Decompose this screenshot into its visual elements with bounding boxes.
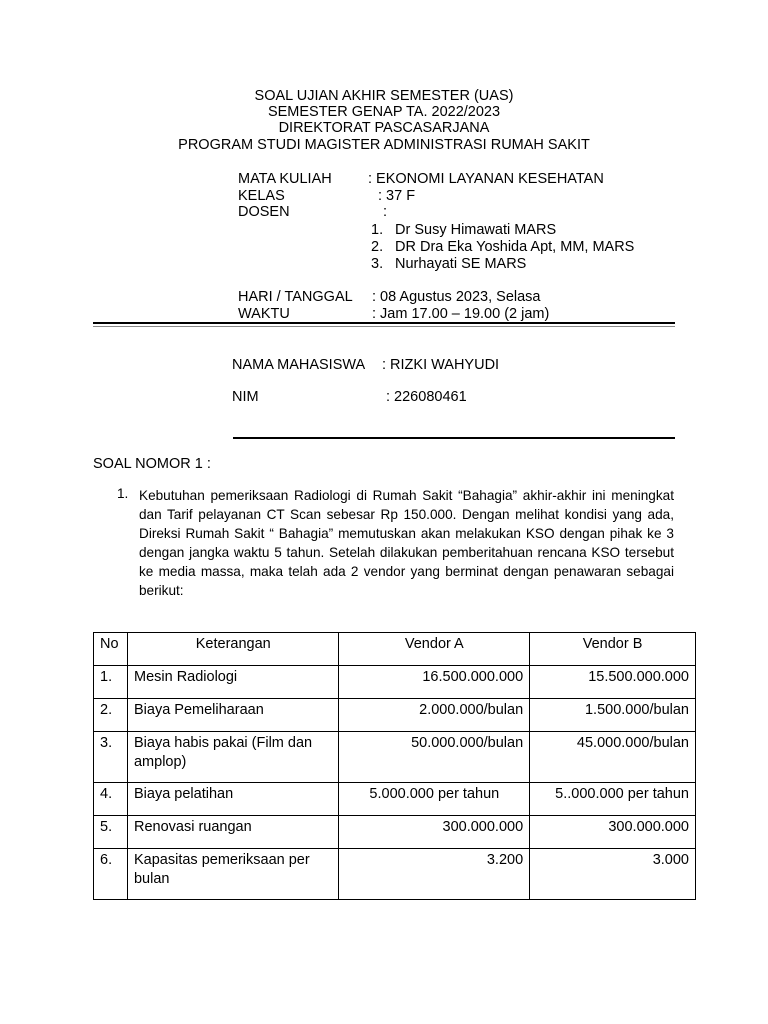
kelas-label: KELAS <box>238 188 285 204</box>
header-divider-bottom <box>93 326 675 327</box>
header-vendor-a: Vendor A <box>339 633 530 666</box>
header-keterangan: Keterangan <box>127 633 338 666</box>
dosen-num-3: 3. <box>371 256 384 272</box>
header-no: No <box>94 633 128 666</box>
cell-vendor-a: 50.000.000/bulan <box>339 732 530 783</box>
nim-label: NIM <box>232 389 259 405</box>
header-line-3: DIREKTORAT PASCASARJANA <box>278 120 490 136</box>
cell-vendor-a: 2.000.000/bulan <box>339 699 530 732</box>
waktu-value: : Jam 17.00 – 19.00 (2 jam) <box>372 306 550 322</box>
dosen-name-1: Dr Susy Himawati MARS <box>395 222 557 238</box>
table-row <box>94 816 696 849</box>
table-row <box>94 783 696 816</box>
cell-vendor-b: 15.500.000.000 <box>530 666 696 699</box>
header-line-2: SEMESTER GENAP TA. 2022/2023 <box>267 104 501 120</box>
cell-vendor-b: 45.000.000/bulan <box>530 732 696 783</box>
hari-label: HARI / TANGGAL <box>238 289 353 305</box>
question-number: 1. <box>117 486 129 501</box>
dosen-num-1: 1. <box>371 222 384 238</box>
header-vendor-b: Vendor B <box>530 633 696 666</box>
signature-line <box>233 437 675 439</box>
mata-kuliah-label: MATA KULIAH <box>238 171 332 187</box>
dosen-name-3: Nurhayati SE MARS <box>395 256 527 272</box>
table-row <box>94 732 696 783</box>
cell-keterangan: Biaya habis pakai (Film dan amplop) <box>127 732 338 783</box>
cell-vendor-b: 3.000 <box>530 849 696 900</box>
question-heading: SOAL NOMOR 1 : <box>93 456 211 472</box>
cell-vendor-a: 16.500.000.000 <box>339 666 530 699</box>
cell-no: 1. <box>94 666 128 699</box>
nama-label: NAMA MAHASISWA <box>232 357 366 373</box>
cell-vendor-a: 3.200 <box>339 849 530 900</box>
dosen-colon: : <box>383 204 388 220</box>
cell-keterangan: Biaya Pemeliharaan <box>127 699 338 732</box>
mata-kuliah-value: : EKONOMI LAYANAN KESEHATAN <box>368 171 604 187</box>
nama-value: : RIZKI WAHYUDI <box>382 357 500 373</box>
cell-keterangan: Biaya pelatihan <box>127 783 338 816</box>
cell-keterangan: Kapasitas pemeriksaan per bulan <box>127 849 338 900</box>
cell-vendor-b: 5..000.000 per tahun <box>530 783 696 816</box>
cell-keterangan: Mesin Radiologi <box>127 666 338 699</box>
cell-no: 3. <box>94 732 128 783</box>
dosen-name-2: DR Dra Eka Yoshida Apt, MM, MARS <box>395 239 635 255</box>
nim-value: : 226080461 <box>386 389 467 405</box>
table-header-row <box>94 633 696 666</box>
question-text: Kebutuhan pemeriksaan Radiologi di Rumah Sakit “Bahagia” akhir-akhir ini meningkat dan Tarif pelayanan CT Scan sebesar Rp 150.000. Dengan melihat kondisi yang ada, Direksi Rumah Sakit “ Bahagia” memutuskan akan melakukan KSO dengan pihak ke 3 dengan jangka waktu 5 tahun. Setelah dilakukan pemberitahuan rencana KSO tersebut ke media massa, maka telah ada 2 vendor yang berminat dengan penawaran sebagai berikut: <box>139 488 674 598</box>
table-row <box>94 666 696 699</box>
cell-keterangan: Renovasi ruangan <box>127 816 338 849</box>
hari-value: : 08 Agustus 2023, Selasa <box>372 289 541 305</box>
header-line-1: SOAL UJIAN AKHIR SEMESTER (UAS) <box>254 88 514 104</box>
table-row <box>94 849 696 900</box>
dosen-label: DOSEN <box>238 204 290 220</box>
vendor-table <box>93 632 696 900</box>
waktu-label: WAKTU <box>238 306 290 322</box>
cell-vendor-a: 5.000.000 per tahun <box>339 783 530 816</box>
table-row <box>94 699 696 732</box>
cell-vendor-b: 1.500.000/bulan <box>530 699 696 732</box>
cell-no: 6. <box>94 849 128 900</box>
kelas-value: : 37 F <box>378 188 416 204</box>
cell-vendor-b: 300.000.000 <box>530 816 696 849</box>
dosen-num-2: 2. <box>371 239 384 255</box>
header-divider-top <box>93 322 675 324</box>
cell-no: 2. <box>94 699 128 732</box>
cell-no: 5. <box>94 816 128 849</box>
cell-no: 4. <box>94 783 128 816</box>
cell-vendor-a: 300.000.000 <box>339 816 530 849</box>
header-line-4: PROGRAM STUDI MAGISTER ADMINISTRASI RUMAH SAKIT <box>178 137 590 153</box>
